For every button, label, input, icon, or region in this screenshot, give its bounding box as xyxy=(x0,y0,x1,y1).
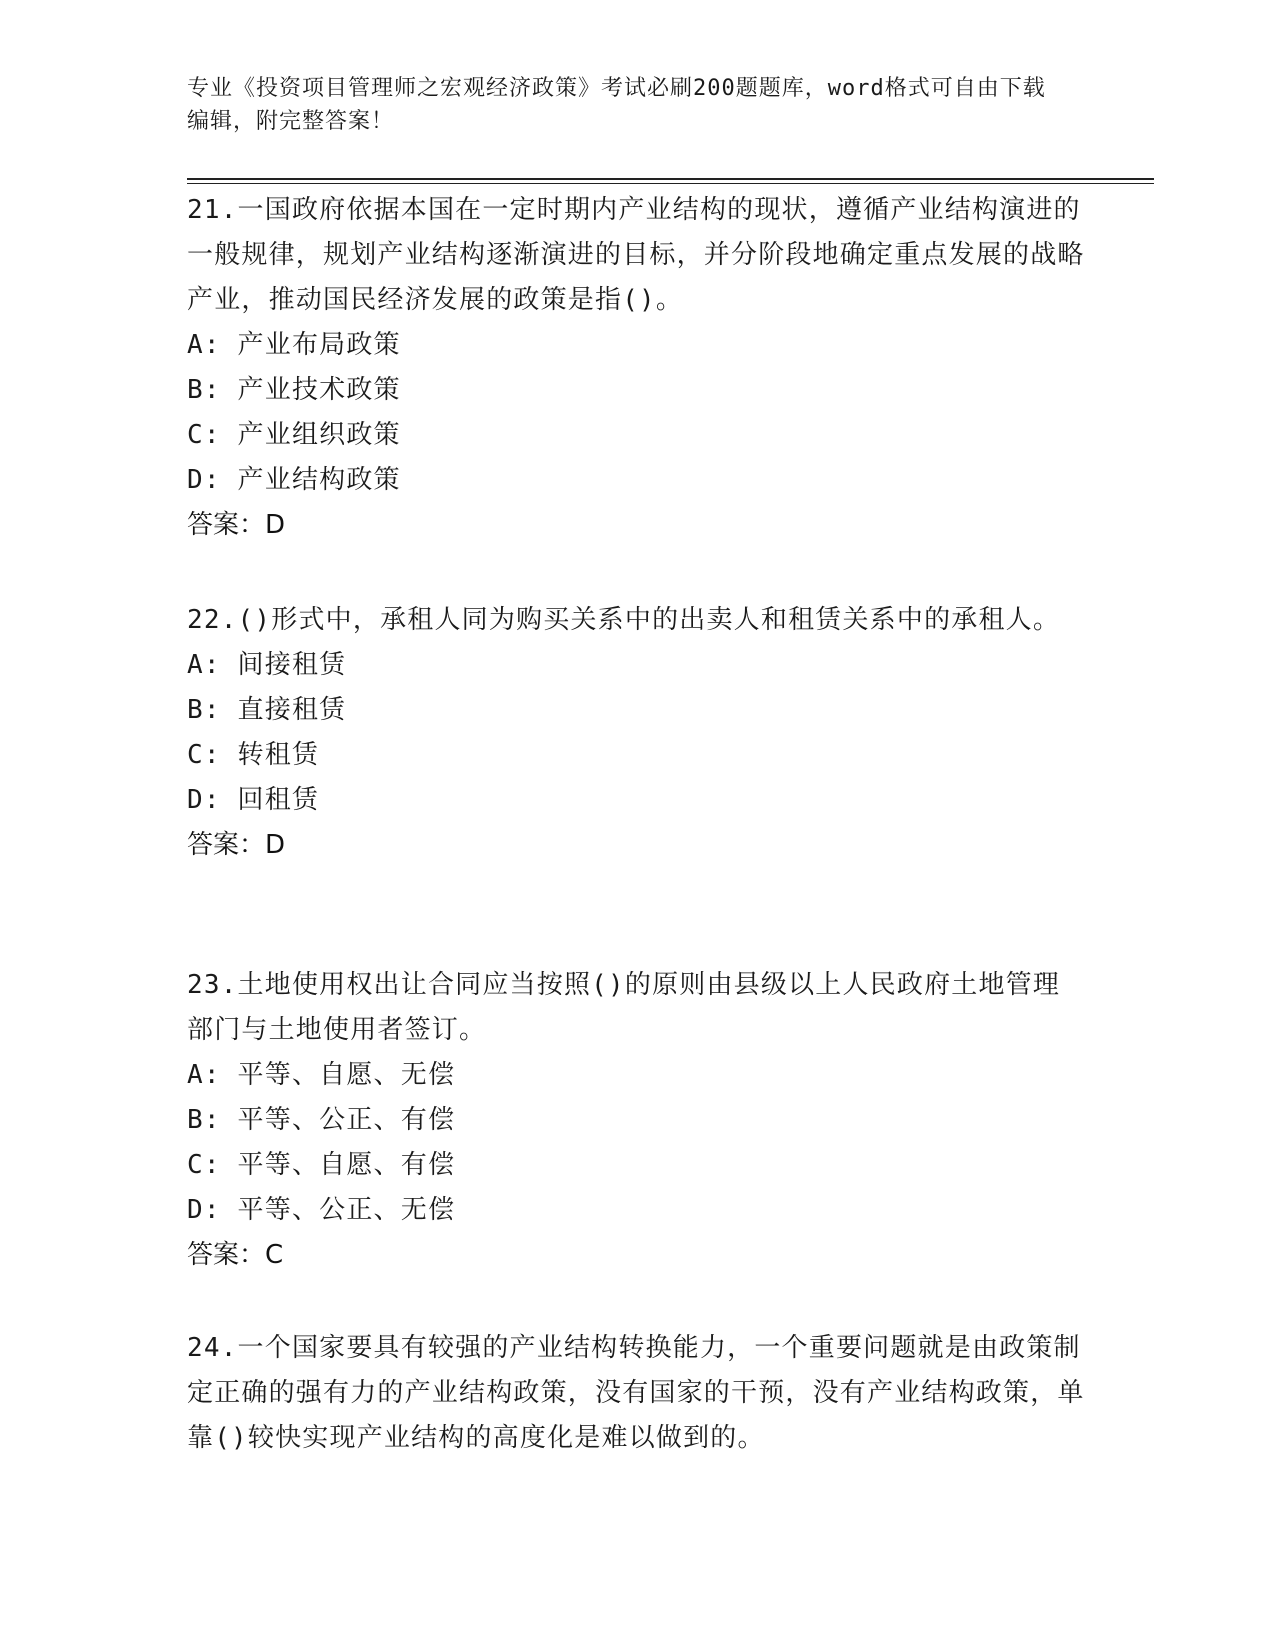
question-24 xyxy=(187,1326,1087,1461)
question-22 xyxy=(187,598,1087,868)
document-header: 专业《投资项目管理师之宏观经济政策》考试必刷200题题库，word格式可自由下载编辑，附完整答案！ xyxy=(187,76,1046,134)
option-c: C: 转租赁 xyxy=(187,740,320,770)
question-21 xyxy=(187,188,1087,548)
answer-line: 答案：D xyxy=(187,510,286,540)
option-b: B: 平等、公正、有偿 xyxy=(187,1105,456,1135)
option-c: C: 产业组织政策 xyxy=(187,420,401,450)
option-d: D: 产业结构政策 xyxy=(187,465,401,495)
option-d: D: 平等、公正、无偿 xyxy=(187,1195,456,1225)
header-divider-thin xyxy=(187,183,1154,184)
option-list xyxy=(187,323,1087,503)
option-a: A: 产业布局政策 xyxy=(187,330,401,360)
answer-line: 答案：D xyxy=(187,830,286,860)
option-b: B: 直接租赁 xyxy=(187,695,347,725)
header-divider-thick xyxy=(187,178,1154,180)
answer-line: 答案：C xyxy=(187,1240,284,1270)
question-stem: 23.土地使用权出让合同应当按照()的原则由县级以上人民政府土地管理部门与土地使用者签订。 xyxy=(187,970,1061,1045)
option-b: B: 产业技术政策 xyxy=(187,375,401,405)
option-list xyxy=(187,643,1087,823)
option-c: C: 平等、自愿、有偿 xyxy=(187,1150,456,1180)
option-list xyxy=(187,1053,1087,1233)
option-a: A: 平等、自愿、无偿 xyxy=(187,1060,456,1090)
question-stem: 21.一国政府依据本国在一定时期内产业结构的现状，遵循产业结构演进的一般规律，规划产业结构逐渐演进的目标，并分阶段地确定重点发展的战略产业，推动国民经济发展的政策是指()。 xyxy=(187,195,1085,315)
question-stem: 22.()形式中，承租人同为购买关系中的出卖人和租赁关系中的承租人。 xyxy=(187,605,1061,635)
option-d: D: 回租赁 xyxy=(187,785,320,815)
question-stem: 24.一个国家要具有较强的产业结构转换能力，一个重要问题就是由政策制定正确的强有力的产业结构政策，没有国家的干预，没有产业结构政策，单靠()较快实现产业结构的高度化是难以做到的。 xyxy=(187,1333,1085,1453)
question-23 xyxy=(187,963,1087,1278)
option-a: A: 间接租赁 xyxy=(187,650,347,680)
